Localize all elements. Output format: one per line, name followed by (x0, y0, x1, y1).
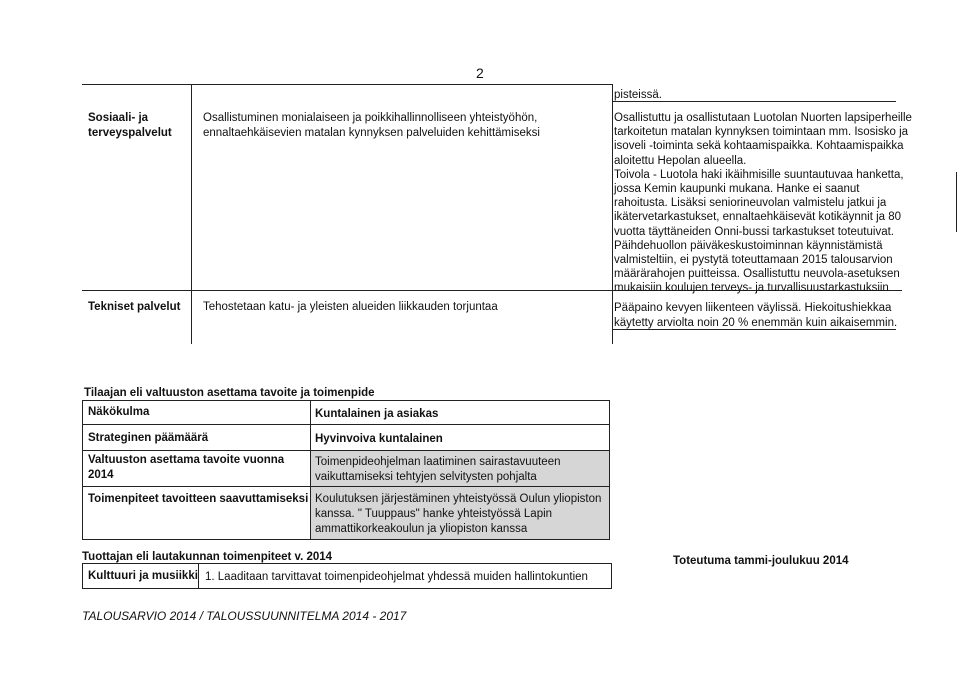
row2-goal: Tehostetaan katu- ja yleisten alueiden liikkauden torjuntaa (203, 301, 498, 313)
form-label-measures: Toimenpiteet tavoitteen saavuttamiseksi (88, 493, 309, 505)
row2-report: Pääpaino kevyen liikenteen väylissä. Hiekoitushiekkaa käytetty arviolta noin 20 % enemmän kuin aikaisemmin. (614, 302, 898, 329)
footer: TALOUSARVIO 2014 / TALOUSSUUNNITELMA 2014 - 2017 (82, 609, 407, 623)
page-number: 2 (476, 65, 484, 81)
row1-goal: Osallistuminen monialaiseen ja poikkihallinnolliseen yhteistyöhön, ennaltaehkäisevien matalan kynnyksen palveluiden kehittämiseksi (203, 112, 540, 139)
row1-report: Osallistuttu ja osallistutaan Luotolan Nuorten lapsiperheille tarkoitetun matalan kynnyksen toimintaan mm. Isosisko ja isoveli -toiminta sekä kohtaamispaikka. Kohtaamispaikka aloitettu Hepolan alueella. Toivola - Luotola haki ikäihmisille suuntautuvaa hanketta, jossa Kemin kaupunki mukana. Hanke ei saanut rahoitusta. Lisäksi seniorineuvolan valmistelu jatkui ja ikätervetarkastukset, ennaltaehkäisevät kotikäynnit ja 80 vuotta täyttäneiden Onni-bussi tarkastukset toteutuivat. Päihdehuollon päiväkeskustoiminnan käynnistämistä valmisteltiin, ei pystytä toteuttamaan 2015 talousarvion määrärahojen puitteissa. Osallistuttu neuvola-asetuksen mukaisiin koulujen terveys- ja turvallisuustarkastuksiin (614, 112, 912, 295)
top-rule (82, 84, 612, 85)
form-value-strategic: Hyvinvoiva kuntalainen (315, 433, 443, 445)
producer-title: Tuottajan eli lautakunnan toimenpiteet v. 2014 (82, 551, 333, 563)
form-label-goal: Valtuuston asettama tavoite vuonna 2014 (88, 454, 285, 481)
producer-divider (198, 563, 199, 589)
realization-title: Toteutuma tammi-joulukuu 2014 (673, 555, 849, 567)
form-label-viewpoint: Näkökulma (88, 406, 150, 418)
row2-label: Tekniset palvelut (88, 301, 181, 313)
prev-continuation: pisteissä. (614, 89, 662, 101)
form-rule-1 (82, 424, 610, 425)
form-value-measures: Koulutuksen järjestäminen yhteistyössä Oulun yliopiston kanssa. " Tuuppaus" hanke yhteistyössä Lapin ammattikorkeakoulun ja yliopiston kanssa (315, 493, 602, 535)
form-value-goal: Toimenpideohjelman laatiminen sairastavuuteen vaikuttamiseksi tehtyjen selvitysten pohjalta (315, 456, 561, 483)
section-title: Tilaajan eli valtuuston asettama tavoite ja toimenpide (84, 387, 375, 399)
page-edge-mark (956, 172, 957, 232)
form-label-strategic: Strateginen päämäärä (88, 432, 209, 444)
producer-unit: Kulttuuri ja musiikki (88, 570, 198, 582)
row1-label: Sosiaali- ja terveyspalvelut (88, 112, 172, 139)
col-divider-1 (191, 84, 192, 344)
col-divider-2 (612, 84, 613, 344)
form-value-viewpoint: Kuntalainen ja asiakas (315, 408, 439, 420)
producer-action: 1. Laaditaan tarvittavat toimenpideohjelmat yhdessä muiden hallintokuntien (205, 571, 588, 583)
